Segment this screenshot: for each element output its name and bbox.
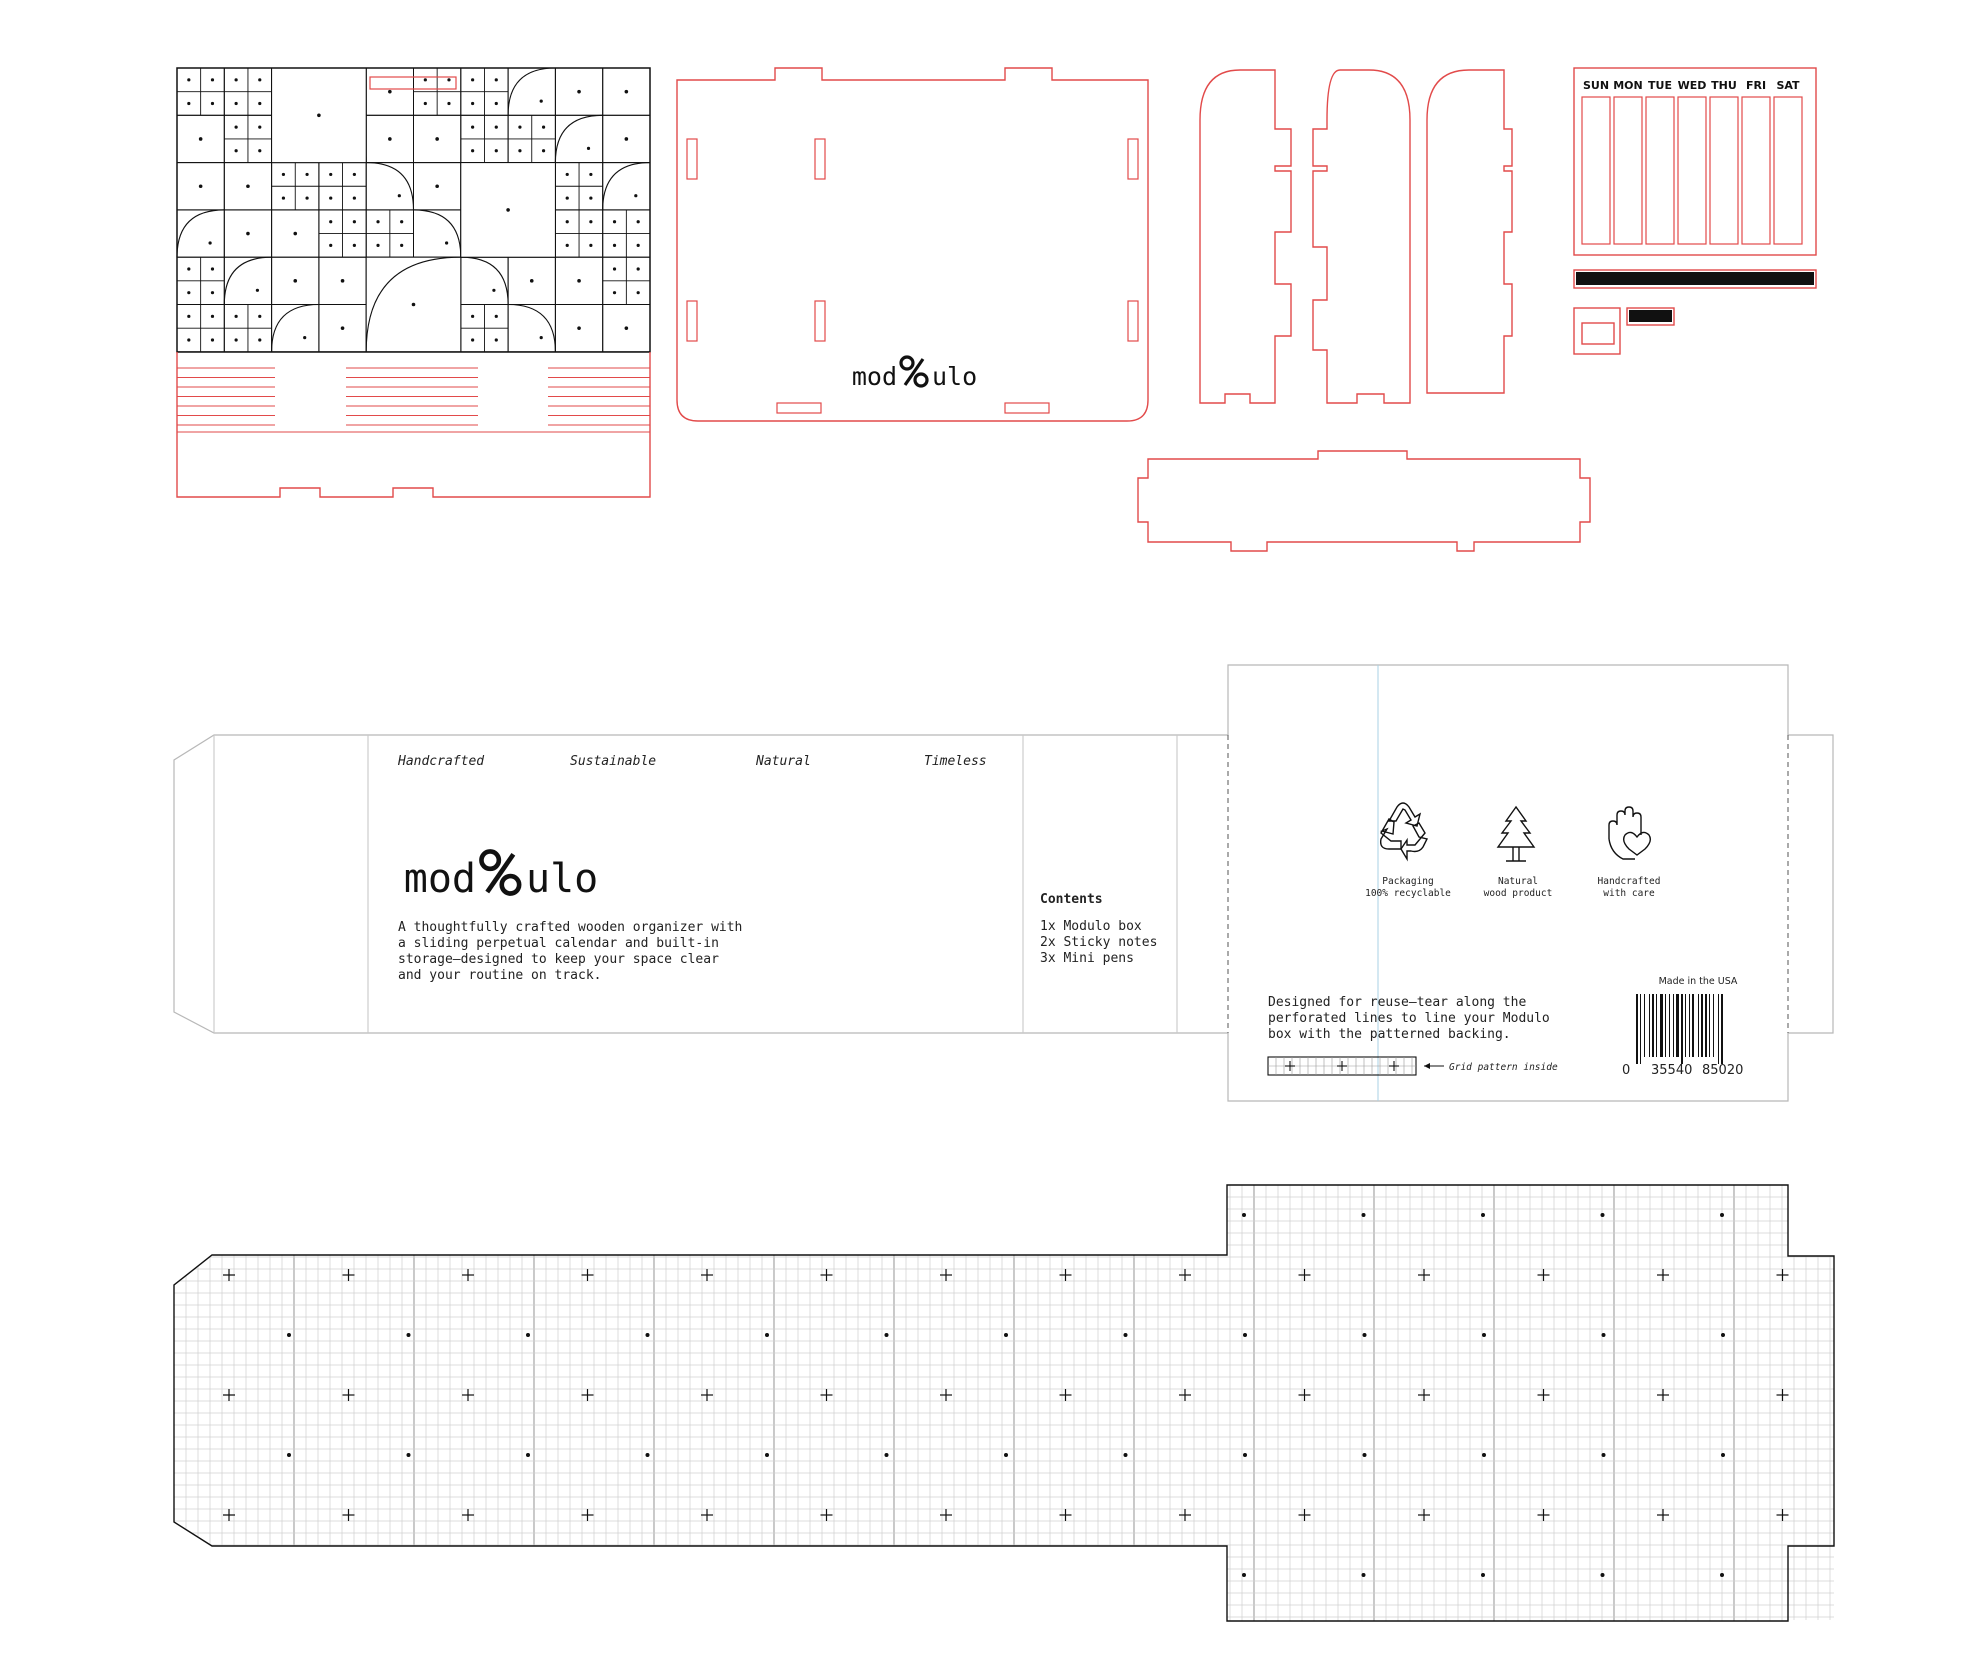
pattern-tile [555, 115, 602, 162]
tile-dot [187, 267, 190, 270]
barcode-bar [1644, 994, 1645, 1057]
barcode-bar [1721, 994, 1723, 1064]
liner-dot [646, 1333, 650, 1337]
knob-window [1582, 323, 1614, 344]
liner-dot [1721, 1333, 1725, 1337]
tile-dot [637, 220, 640, 223]
reuse-line-3: box with the patterned backing. [1268, 1027, 1511, 1042]
tile-dot [211, 291, 214, 294]
liner-dot [646, 1453, 650, 1457]
tile-arc [366, 163, 413, 210]
tile-dot [634, 194, 637, 197]
liner-dot [287, 1333, 291, 1337]
tile-dot [471, 126, 474, 129]
barcode-bar [1669, 994, 1670, 1057]
liner-dot [407, 1453, 411, 1457]
tile-dot [625, 137, 629, 141]
liner-dot [1363, 1453, 1367, 1457]
tile-dot [353, 244, 356, 247]
calendar-day-column [1774, 97, 1802, 244]
barcode-bar [1640, 994, 1641, 1064]
tile-dot [305, 173, 308, 176]
side-piece-3 [1427, 70, 1512, 393]
caption-recycle-1: Packaging [1382, 876, 1434, 887]
tile-dot [211, 338, 214, 341]
pattern-tile [224, 257, 271, 304]
calendar-day-label: MON [1613, 79, 1643, 92]
grid-liner [174, 1185, 1845, 1621]
contents-item-2: 2x Sticky notes [1040, 935, 1158, 950]
tile-dot [471, 78, 474, 81]
tile-dot [495, 102, 498, 105]
barcode-bar [1689, 994, 1690, 1057]
barcode-bar [1665, 994, 1666, 1057]
tile-dot [589, 244, 592, 247]
liner-dot [1721, 1453, 1725, 1457]
logo-percent-icon [901, 357, 927, 386]
tile-dot [256, 289, 259, 292]
barcode-bar [1681, 994, 1683, 1064]
description-line-4: and your routine on track. [398, 968, 602, 983]
tile-dot [235, 149, 238, 152]
contents-item-3: 3x Mini pens [1040, 951, 1134, 966]
liner-dot [1720, 1213, 1724, 1217]
liner-dot [1004, 1333, 1008, 1337]
tile-dot [235, 102, 238, 105]
tile-dot [566, 196, 569, 199]
tagline-timeless: Timeless [924, 754, 987, 769]
barcode-bar [1676, 994, 1679, 1057]
tile-dot [258, 126, 261, 129]
base-stripes [177, 368, 650, 425]
tile-dot [540, 100, 543, 103]
tile-dot [625, 326, 629, 330]
liner-dot [1363, 1333, 1367, 1337]
pattern-tiles [177, 68, 650, 352]
liner-grid [174, 1185, 1845, 1621]
tile-dot [187, 291, 190, 294]
tile-dot [398, 194, 401, 197]
tile-dot [199, 137, 203, 141]
barcode-bar [1713, 994, 1714, 1057]
tile-dot [445, 241, 448, 244]
tile-dot [495, 315, 498, 318]
tile-dot [495, 78, 498, 81]
tile-dot [246, 184, 250, 188]
calendar-day-column [1678, 97, 1706, 244]
tile-dot [258, 102, 261, 105]
tile-dot [471, 315, 474, 318]
tile-dot [282, 173, 285, 176]
knob-outline [1574, 308, 1620, 354]
tile-dot [518, 149, 521, 152]
liner-dot [885, 1333, 889, 1337]
liner-dot [1243, 1453, 1247, 1457]
tile-dot [506, 208, 510, 212]
barcode-bar [1718, 994, 1719, 1064]
tile-dot [613, 267, 616, 270]
tile-dot [542, 149, 545, 152]
tile-dot [211, 78, 214, 81]
tile-dot [293, 232, 297, 236]
calendar-panel [1574, 68, 1816, 354]
tile-dot [303, 336, 306, 339]
pattern-tile [508, 305, 555, 352]
description-line-3: storage—designed to keep your space clear [398, 952, 719, 967]
liner-outline [174, 1185, 1834, 1621]
tagline-natural: Natural [756, 754, 811, 769]
description-line-2: a sliding perpetual calendar and built-in [398, 936, 719, 951]
liner-dot [1482, 1333, 1486, 1337]
calendar-day-label: TUE [1648, 79, 1672, 92]
tile-dot [258, 149, 261, 152]
tile-dot [388, 90, 392, 94]
caption-recycle-2: 100% recyclable [1365, 888, 1451, 899]
sleeve-logo-right: ulo [526, 856, 599, 902]
tile-dot [542, 126, 545, 129]
tile-dot [329, 244, 332, 247]
liner-dot [1481, 1213, 1485, 1217]
tile-dot [209, 241, 212, 244]
tagline-sustainable: Sustainable [570, 754, 657, 769]
liner-dot [1601, 1573, 1605, 1577]
logo-left-text: mod [851, 362, 897, 391]
liner-dot [1362, 1213, 1366, 1217]
tile-dot [211, 267, 214, 270]
tile-arc [461, 257, 508, 304]
tile-dot [199, 184, 203, 188]
tile-dot [353, 220, 356, 223]
calendar-day-column [1614, 97, 1642, 244]
caption-hand-2: with care [1603, 888, 1655, 899]
made-in-text: Made in the USA [1658, 976, 1738, 987]
calendar-day-label: THU [1711, 79, 1737, 92]
tile-dot [435, 137, 439, 141]
tile-dot [577, 326, 581, 330]
sleeve-dieline [174, 665, 1833, 1101]
tile-dot [329, 220, 332, 223]
tile-dot [540, 336, 543, 339]
tile-dot [258, 338, 261, 341]
liner-dot [287, 1453, 291, 1457]
liner-dot [1481, 1573, 1485, 1577]
tile-dot [305, 196, 308, 199]
caption-hand-1: Handcrafted [1597, 876, 1661, 887]
tile-dot [447, 102, 450, 105]
description-line-1: A thoughtfully crafted wooden organizer with [398, 920, 743, 935]
tile-dot [495, 338, 498, 341]
pattern-tile [366, 163, 413, 210]
liner-dot [1124, 1333, 1128, 1337]
tile-dot [566, 173, 569, 176]
barcode-bar [1701, 994, 1703, 1057]
liner-dot [1242, 1573, 1246, 1577]
tile-dot [530, 279, 534, 283]
logo-right-text: ulo [932, 362, 978, 391]
tile-dot [353, 196, 356, 199]
barcode-bar [1656, 994, 1657, 1057]
tile-dot [637, 291, 640, 294]
tile-dot [388, 137, 392, 141]
tile-arc [555, 115, 602, 162]
tile-dot [376, 244, 379, 247]
liner-dot [1720, 1573, 1724, 1577]
barcode-bar [1705, 994, 1707, 1057]
tile-dot [625, 90, 629, 94]
pattern-tile [603, 163, 650, 210]
tile-dot [293, 279, 297, 283]
tile-dot [211, 102, 214, 105]
side-piece-1 [1200, 70, 1291, 403]
caption-tree-1: Natural [1497, 876, 1539, 887]
tile-dot [495, 126, 498, 129]
caption-tree-2: wood product [1483, 888, 1553, 899]
tile-dot [566, 244, 569, 247]
tile-dot [258, 78, 261, 81]
tile-dot [412, 303, 416, 307]
barcode-digit-group-1: 35540 [1651, 1063, 1693, 1078]
sleeve-logo-left: mod [403, 856, 476, 902]
tile-arc [224, 257, 271, 304]
barcode-bar [1685, 994, 1686, 1057]
liner-dot [526, 1333, 530, 1337]
side-pieces [1200, 70, 1512, 403]
pattern-tile [272, 305, 319, 352]
grid-note-text: Grid pattern inside [1449, 1062, 1558, 1073]
liner-dot [1482, 1453, 1486, 1457]
box-base-panel [677, 68, 1148, 421]
pattern-tile [508, 68, 555, 115]
contents-title: Contents [1040, 892, 1103, 907]
liner-dot [885, 1453, 889, 1457]
liner-dot [1841, 1333, 1845, 1337]
barcode-bar [1692, 994, 1694, 1057]
liner-dot [1602, 1333, 1606, 1337]
calendar-day-column [1710, 97, 1738, 244]
tile-dot [613, 220, 616, 223]
marker-bar [1629, 310, 1672, 322]
bottom-tab-piece [1138, 451, 1590, 551]
tile-dot [341, 326, 345, 330]
tile-dot [495, 149, 498, 152]
tile-dot [187, 102, 190, 105]
tagline-handcrafted: Handcrafted [398, 754, 485, 769]
calendar-day-label: SUN [1582, 79, 1610, 92]
tile-dot [589, 196, 592, 199]
barcode-bar [1652, 994, 1654, 1057]
barcode-bar [1709, 994, 1710, 1057]
contents-item-1: 1x Modulo box [1040, 919, 1142, 934]
tile-arc [508, 68, 555, 115]
tile-dot [282, 196, 285, 199]
liner-dot [1841, 1453, 1845, 1457]
pattern-tile [177, 210, 224, 257]
liner-dot [1242, 1213, 1246, 1217]
liner-dot [526, 1453, 530, 1457]
tile-arc [603, 163, 650, 210]
liner-dot [1004, 1453, 1008, 1457]
liner-dot [765, 1333, 769, 1337]
tile-dot [587, 147, 590, 150]
tile-dot [589, 220, 592, 223]
liner-dot [1602, 1453, 1606, 1457]
tile-dot [376, 220, 379, 223]
tile-dot [400, 244, 403, 247]
tile-dot [492, 289, 495, 292]
tile-dot [211, 315, 214, 318]
tile-dot [329, 196, 332, 199]
calendar-day-column [1742, 97, 1770, 244]
calendar-day-column [1582, 97, 1610, 244]
tile-dot [317, 114, 321, 118]
liner-dot [1362, 1573, 1366, 1577]
tile-dot [424, 78, 427, 81]
liner-dot [1243, 1333, 1247, 1337]
pattern-tile [461, 257, 508, 304]
reuse-text [1268, 995, 1550, 1042]
calendar-day-label: FRI [1745, 79, 1767, 92]
side-piece-2 [1313, 70, 1410, 403]
liner-dot [765, 1453, 769, 1457]
liner-dot [407, 1333, 411, 1337]
tile-dot [471, 102, 474, 105]
tile-dot [235, 126, 238, 129]
tile-dot [341, 279, 345, 283]
calendar-days [1582, 79, 1802, 244]
tile-dot [187, 338, 190, 341]
tile-dot [613, 291, 616, 294]
box-base-logo [852, 357, 977, 391]
barcode-digit-prefix: 0 [1622, 1063, 1631, 1078]
tile-dot [566, 220, 569, 223]
tile-dot [187, 78, 190, 81]
pattern-tile [414, 210, 461, 257]
barcode-bar [1673, 994, 1674, 1057]
icon-captions [1365, 876, 1660, 899]
tile-dot [353, 173, 356, 176]
calendar-day-label: SAT [1776, 79, 1800, 92]
tile-dot [637, 267, 640, 270]
tile-arc [177, 210, 224, 257]
tile-arc [414, 210, 461, 257]
tile-dot [235, 78, 238, 81]
calendar-day-label: WED [1677, 79, 1707, 92]
tile-dot [329, 173, 332, 176]
liner-dot [1124, 1453, 1128, 1457]
tile-dot [518, 126, 521, 129]
tile-dot [246, 232, 250, 236]
reuse-line-2: perforated lines to line your Modulo [1268, 1011, 1550, 1026]
tile-dot [577, 90, 581, 94]
tile-dot [447, 78, 450, 81]
barcode-bar [1649, 994, 1650, 1057]
calendar-day-column [1646, 97, 1674, 244]
tile-dot [424, 102, 427, 105]
tile-dot [637, 244, 640, 247]
tile-dot [471, 338, 474, 341]
tile-dot [471, 149, 474, 152]
tile-arc [508, 305, 555, 352]
reuse-line-1: Designed for reuse—tear along the [1268, 995, 1527, 1010]
pattern-panel [177, 68, 650, 497]
tile-arc [272, 305, 319, 352]
liner-dot [1601, 1213, 1605, 1217]
barcode-bar [1660, 994, 1663, 1057]
tile-dot [258, 315, 261, 318]
tile-dot [589, 173, 592, 176]
tile-dot [235, 338, 238, 341]
tile-dot [235, 315, 238, 318]
slider-bar [1576, 272, 1814, 285]
barcode-bar [1698, 994, 1699, 1057]
barcode-bar [1636, 994, 1638, 1064]
tile-dot [613, 244, 616, 247]
tile-dot [187, 315, 190, 318]
tile-dot [435, 184, 439, 188]
tile-dot [400, 220, 403, 223]
barcode-digit-group-2: 85020 [1702, 1063, 1744, 1078]
tile-dot [577, 279, 581, 283]
